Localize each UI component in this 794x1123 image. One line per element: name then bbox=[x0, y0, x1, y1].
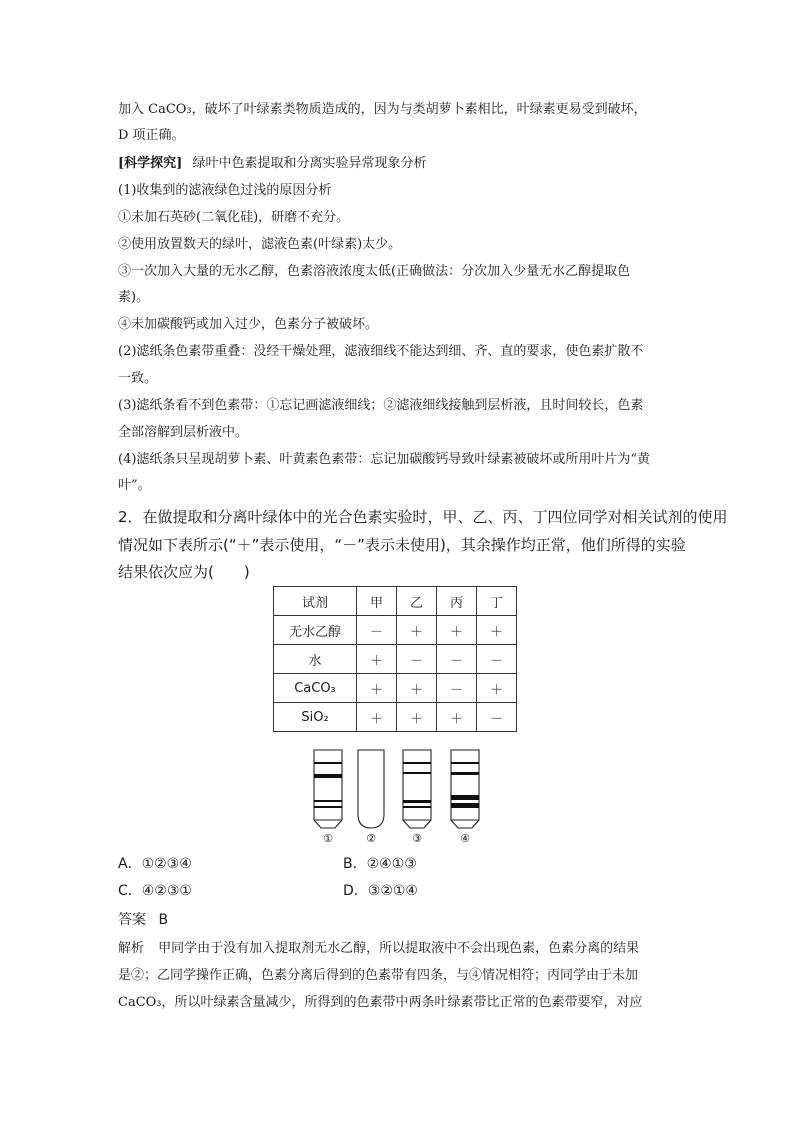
pigment-band bbox=[451, 772, 479, 775]
section-tag: [科学探究] bbox=[118, 156, 183, 171]
table-row bbox=[274, 674, 517, 703]
filter-strip-2 bbox=[358, 750, 384, 828]
table-row bbox=[274, 616, 517, 645]
pigment-band bbox=[314, 774, 342, 778]
strip-label: ② bbox=[366, 832, 376, 845]
analysis-line: ③一次加入大量的无水乙醇，色素溶液浓度太低(正确做法：分次加入少量无水乙醇提取色 bbox=[118, 264, 631, 279]
explanation-line bbox=[118, 937, 639, 956]
analysis-line: 一致。 bbox=[118, 371, 158, 386]
analysis-line: ①未加石英砂(二氧化硅)，研磨不充分。 bbox=[118, 210, 350, 225]
filter-strip-1 bbox=[314, 750, 342, 828]
pigment-band bbox=[403, 800, 431, 803]
section-title: 绿叶中色素提取和分离实验异常现象分析 bbox=[192, 156, 427, 171]
analysis-line: (1)收集到的滤液绿色过浅的原因分析 bbox=[118, 183, 332, 198]
table-cell: ＋ bbox=[397, 703, 437, 732]
table-cell: ＋ bbox=[437, 703, 477, 732]
table-cell: ＋ bbox=[357, 674, 397, 703]
filter-strip-4 bbox=[451, 750, 479, 828]
answer-label: 答案 bbox=[118, 912, 146, 928]
explanation-line: 是②；乙同学操作正确，色素分离后得到的色素带有四条，与④情况相符；丙同学由于未加 bbox=[118, 968, 639, 983]
table-cell: 水 bbox=[274, 645, 357, 674]
table-header-cell: 丁 bbox=[477, 587, 517, 616]
table-cell: SiO₂ bbox=[274, 703, 357, 732]
analysis-line: 素)。 bbox=[118, 290, 150, 305]
analysis-line: (4)滤纸条只呈现胡萝卜素、叶黄素色素带：忘记加碳酸钙导致叶绿素被破坏或所用叶片为“黄 bbox=[118, 452, 651, 467]
analysis-line: ②使用放置数天的绿叶，滤液色素(叶绿素)太少。 bbox=[118, 237, 402, 252]
table-row bbox=[274, 703, 517, 732]
paragraph-line: D 项正确。 bbox=[118, 128, 185, 143]
table-cell: ＋ bbox=[357, 703, 397, 732]
table-cell: － bbox=[477, 703, 517, 732]
option-c: C．④②③① bbox=[118, 883, 192, 899]
pigment-band bbox=[314, 806, 342, 808]
table-cell: ＋ bbox=[477, 616, 517, 645]
reagent-table bbox=[273, 586, 517, 732]
table-header-row bbox=[274, 587, 517, 616]
table-cell: － bbox=[357, 616, 397, 645]
table-cell: ＋ bbox=[437, 616, 477, 645]
answer-line bbox=[118, 909, 168, 929]
question-line: 情况如下表所示(“＋”表示使用，“－”表示未使用)，其余操作均正常，他们所得的实验 bbox=[118, 536, 686, 554]
filter-strip-3 bbox=[403, 750, 431, 828]
table-cell: － bbox=[437, 645, 477, 674]
table-cell: － bbox=[437, 674, 477, 703]
explanation-text: 甲同学由于没有加入提取剂无水乙醇，所以提取液中不会出现色素，色素分离的结果 bbox=[158, 941, 640, 956]
option-d: D．③②①④ bbox=[343, 883, 418, 899]
paragraph-line: 加入 CaCO₃，破坏了叶绿素类物质造成的，因为与类胡萝卜素相比，叶绿素更易受到破坏， bbox=[118, 102, 647, 117]
table-cell: CaCO₃ bbox=[274, 674, 357, 703]
option-a: A．①②③④ bbox=[118, 856, 192, 872]
explanation-label: 解析 bbox=[118, 941, 145, 956]
analysis-line: 全部溶解到层析液中。 bbox=[118, 425, 249, 440]
explanation-line: CaCO₃，所以叶绿素含量减少，所得到的色素带中两条叶绿素带比正常的色素带要窄，对应 bbox=[118, 995, 643, 1010]
table-cell: ＋ bbox=[477, 674, 517, 703]
pigment-band bbox=[314, 800, 342, 802]
strip-label: ④ bbox=[460, 832, 470, 845]
question-line: 结果依次应为( ) bbox=[118, 563, 250, 581]
pigment-band bbox=[403, 762, 431, 764]
pigment-band bbox=[403, 806, 431, 808]
analysis-line: 叶”。 bbox=[118, 478, 151, 493]
pigment-band bbox=[451, 795, 479, 800]
table-cell: 无水乙醇 bbox=[274, 616, 357, 645]
table-header-cell: 甲 bbox=[357, 587, 397, 616]
strip-label: ① bbox=[323, 832, 333, 845]
table-cell: － bbox=[397, 645, 437, 674]
table-header-cell: 丙 bbox=[437, 587, 477, 616]
table-cell: ＋ bbox=[397, 674, 437, 703]
filter-paper-figure bbox=[300, 748, 500, 848]
analysis-line: ④未加碳酸钙或加入过少，色素分子被破坏。 bbox=[118, 317, 379, 332]
table-header-cell: 试剂 bbox=[274, 587, 357, 616]
option-b: B．②④①③ bbox=[343, 856, 417, 872]
table-cell: ＋ bbox=[357, 645, 397, 674]
pigment-band bbox=[403, 772, 431, 774]
analysis-line: (3)滤纸条看不到色素带：①忘记画滤液细线；②滤液细线接触到层析液，且时间较长，色素 bbox=[118, 398, 644, 413]
strip-label: ③ bbox=[412, 832, 422, 845]
pigment-band bbox=[314, 762, 342, 764]
table-cell: ＋ bbox=[397, 616, 437, 645]
table-header-cell: 乙 bbox=[397, 587, 437, 616]
pigment-band bbox=[451, 762, 479, 764]
section-heading bbox=[118, 152, 426, 171]
pigment-band bbox=[451, 803, 479, 808]
answer-value: B bbox=[158, 912, 169, 928]
table-cell: － bbox=[477, 645, 517, 674]
table-row bbox=[274, 645, 517, 674]
question-line: 2．在做提取和分离叶绿体中的光合色素实验时，甲、乙、丙、丁四位同学对相关试剂的使用 bbox=[118, 508, 728, 526]
analysis-line: (2)滤纸条色素带重叠：没经干燥处理，滤液细线不能达到细、齐、直的要求，使色素扩散不 bbox=[118, 344, 644, 359]
